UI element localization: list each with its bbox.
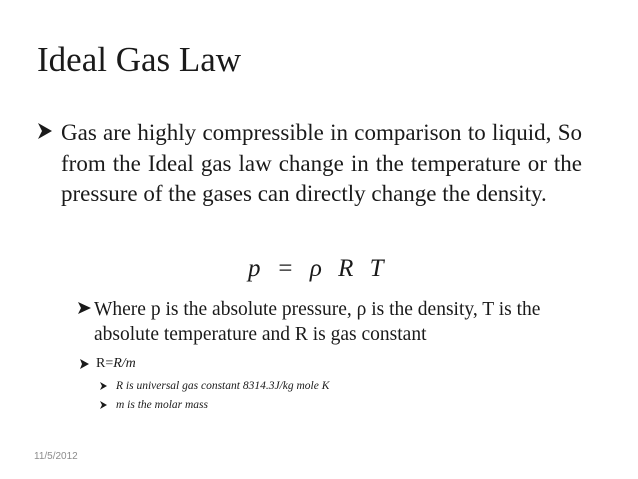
arrow-bullet-icon xyxy=(99,399,111,411)
arrow-bullet-icon xyxy=(36,118,58,142)
where-bullet-text-line1: Where p is the absolute pressure, ρ is the density, T xyxy=(94,299,494,320)
detail-item xyxy=(99,379,329,393)
slide-title: Ideal Gas Law xyxy=(37,40,242,79)
main-bullet xyxy=(36,118,582,210)
main-bullet-text-line1: Gas are highly compressible in comparison to xyxy=(61,120,486,145)
where-bullet xyxy=(77,297,607,347)
slide-date: 11/5/2012 xyxy=(34,451,78,462)
detail-text: R is universal gas constant 8314.3J/kg mole K xyxy=(116,380,330,392)
arrow-bullet-icon xyxy=(79,356,93,370)
r-formula-bullet xyxy=(79,355,136,373)
arrow-bullet-icon xyxy=(99,380,111,392)
where-bullet-text-rest: is the absolute temperature and R is gas constant xyxy=(94,299,541,345)
r-formula-prefix: R= xyxy=(96,356,114,371)
detail-item xyxy=(99,398,208,412)
arrow-bullet-icon xyxy=(77,297,95,317)
detail-text: m is the molar mass xyxy=(116,399,209,411)
r-formula: R/m xyxy=(113,356,136,371)
main-bullet-text-rest: liquid, So from the Ideal gas law change in the temperature or the pressure of the gases can directly change the density. xyxy=(61,120,583,206)
ideal-gas-equation: p = ρ R T xyxy=(248,255,389,282)
